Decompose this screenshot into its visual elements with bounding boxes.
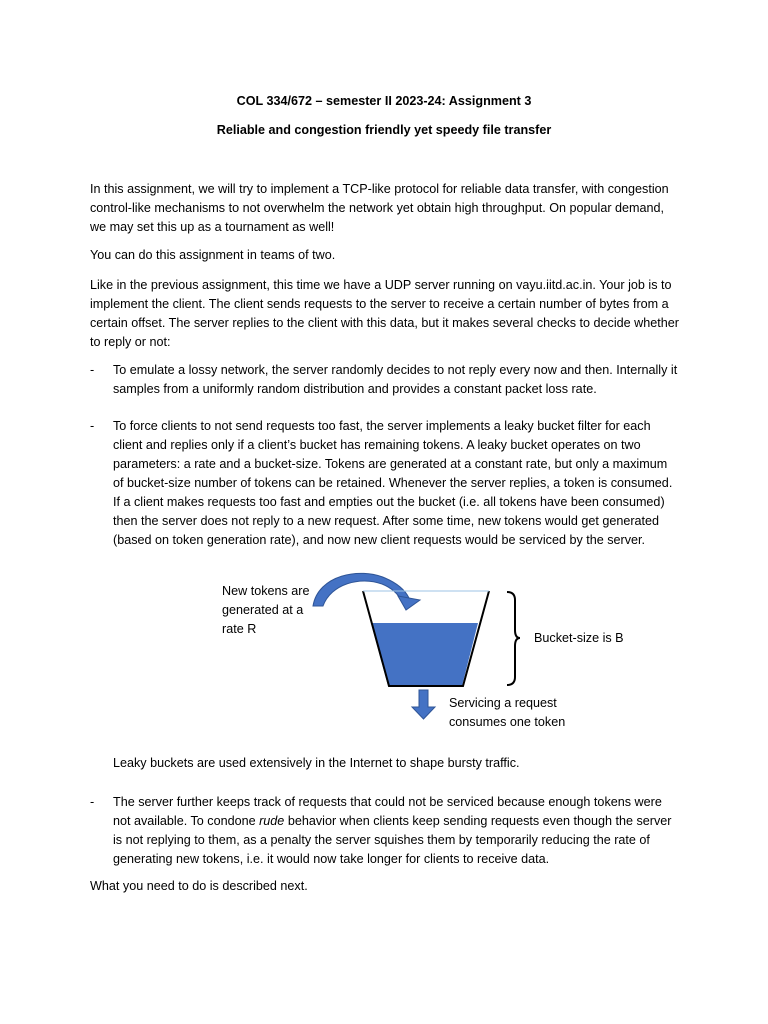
bullet-text [113,793,679,869]
emphasized-word: rude [259,814,285,828]
new-tokens-label-line3: rate R [222,622,257,636]
bucket-size-label: Bucket-size is B [534,631,624,645]
bullet-text-part: The server further keeps track of requests that could not be serviced because enough tokens were not available. To condone [113,795,662,828]
bullet-text: To force clients to not send requests too fast, the server implements a leaky bucket filter for each client and replies only if a client’s bucket has remaining tokens. A leaky bucket operates on two parameters: a rate and a bucket-size. Tokens are generated at a constant rate, but only a maximum of bucket-size number of tokens can be retained. Whenever the server replies, a token is consumed. If a client makes requests too fast and empties out the bucket (i.e. all tokens have been consumed) then the server does not reply to a new request. After some time, new tokens would get generated (based on token generation rate), and now new client requests would be serviced by the server. [113,419,673,547]
new-tokens-label-line2: generated at a [222,603,304,617]
assignment-title: COL 334/672 – semester II 2023-24: Assignment 3 [236,94,532,108]
bullet-marker: - [90,795,95,809]
teams-paragraph: You can do this assignment in teams of two. [90,248,336,262]
intro-paragraph: In this assignment, we will try to implement a TCP-like protocol for reliable data transfer, with congestion control-like mechanisms to not overwhelm the network yet obtain high throughput. On popular demand, we may set this up as a tournament as well! [90,182,669,234]
bucket-size-bracket [507,592,520,685]
bullet-text-part: behavior when clients keep sending requests even though the server is not replying to them, as a penalty the server squishes them by temporarily reducing the rate of generating new tokens, i.e. it would now take longer for clients to receive data. [113,814,672,866]
servicing-label-line1: Servicing a request [449,696,557,710]
diagram-caption: Leaky buckets are used extensively in the Internet to shape bursty traffic. [113,756,520,770]
down-arrow-icon [412,690,435,719]
curved-arrow-icon [313,573,409,606]
assignment-subtitle: Reliable and congestion friendly yet speedy file transfer [216,123,552,137]
bullet-marker: - [90,419,95,433]
bullet-text: To emulate a lossy network, the server randomly decides to not reply every now and then. Internally it samples from a uniformly random distribution and provides a constant packet loss rate. [113,363,678,396]
servicing-label-line2: consumes one token [449,715,566,729]
closing-paragraph: What you need to do is described next. [90,879,308,893]
curved-arrow-head-icon [398,596,420,610]
server-paragraph: Like in the previous assignment, this time we have a UDP server running on vayu.iitd.ac.in. Your job is to implement the client. The client sends requests to the server to receive a certain number of bytes from a certain offset. The server replies to the client with this data, but it makes several checks to decide whether to reply or not: [90,278,679,349]
bullet-marker: - [90,363,95,377]
new-tokens-label-line1: New tokens are [222,584,310,598]
